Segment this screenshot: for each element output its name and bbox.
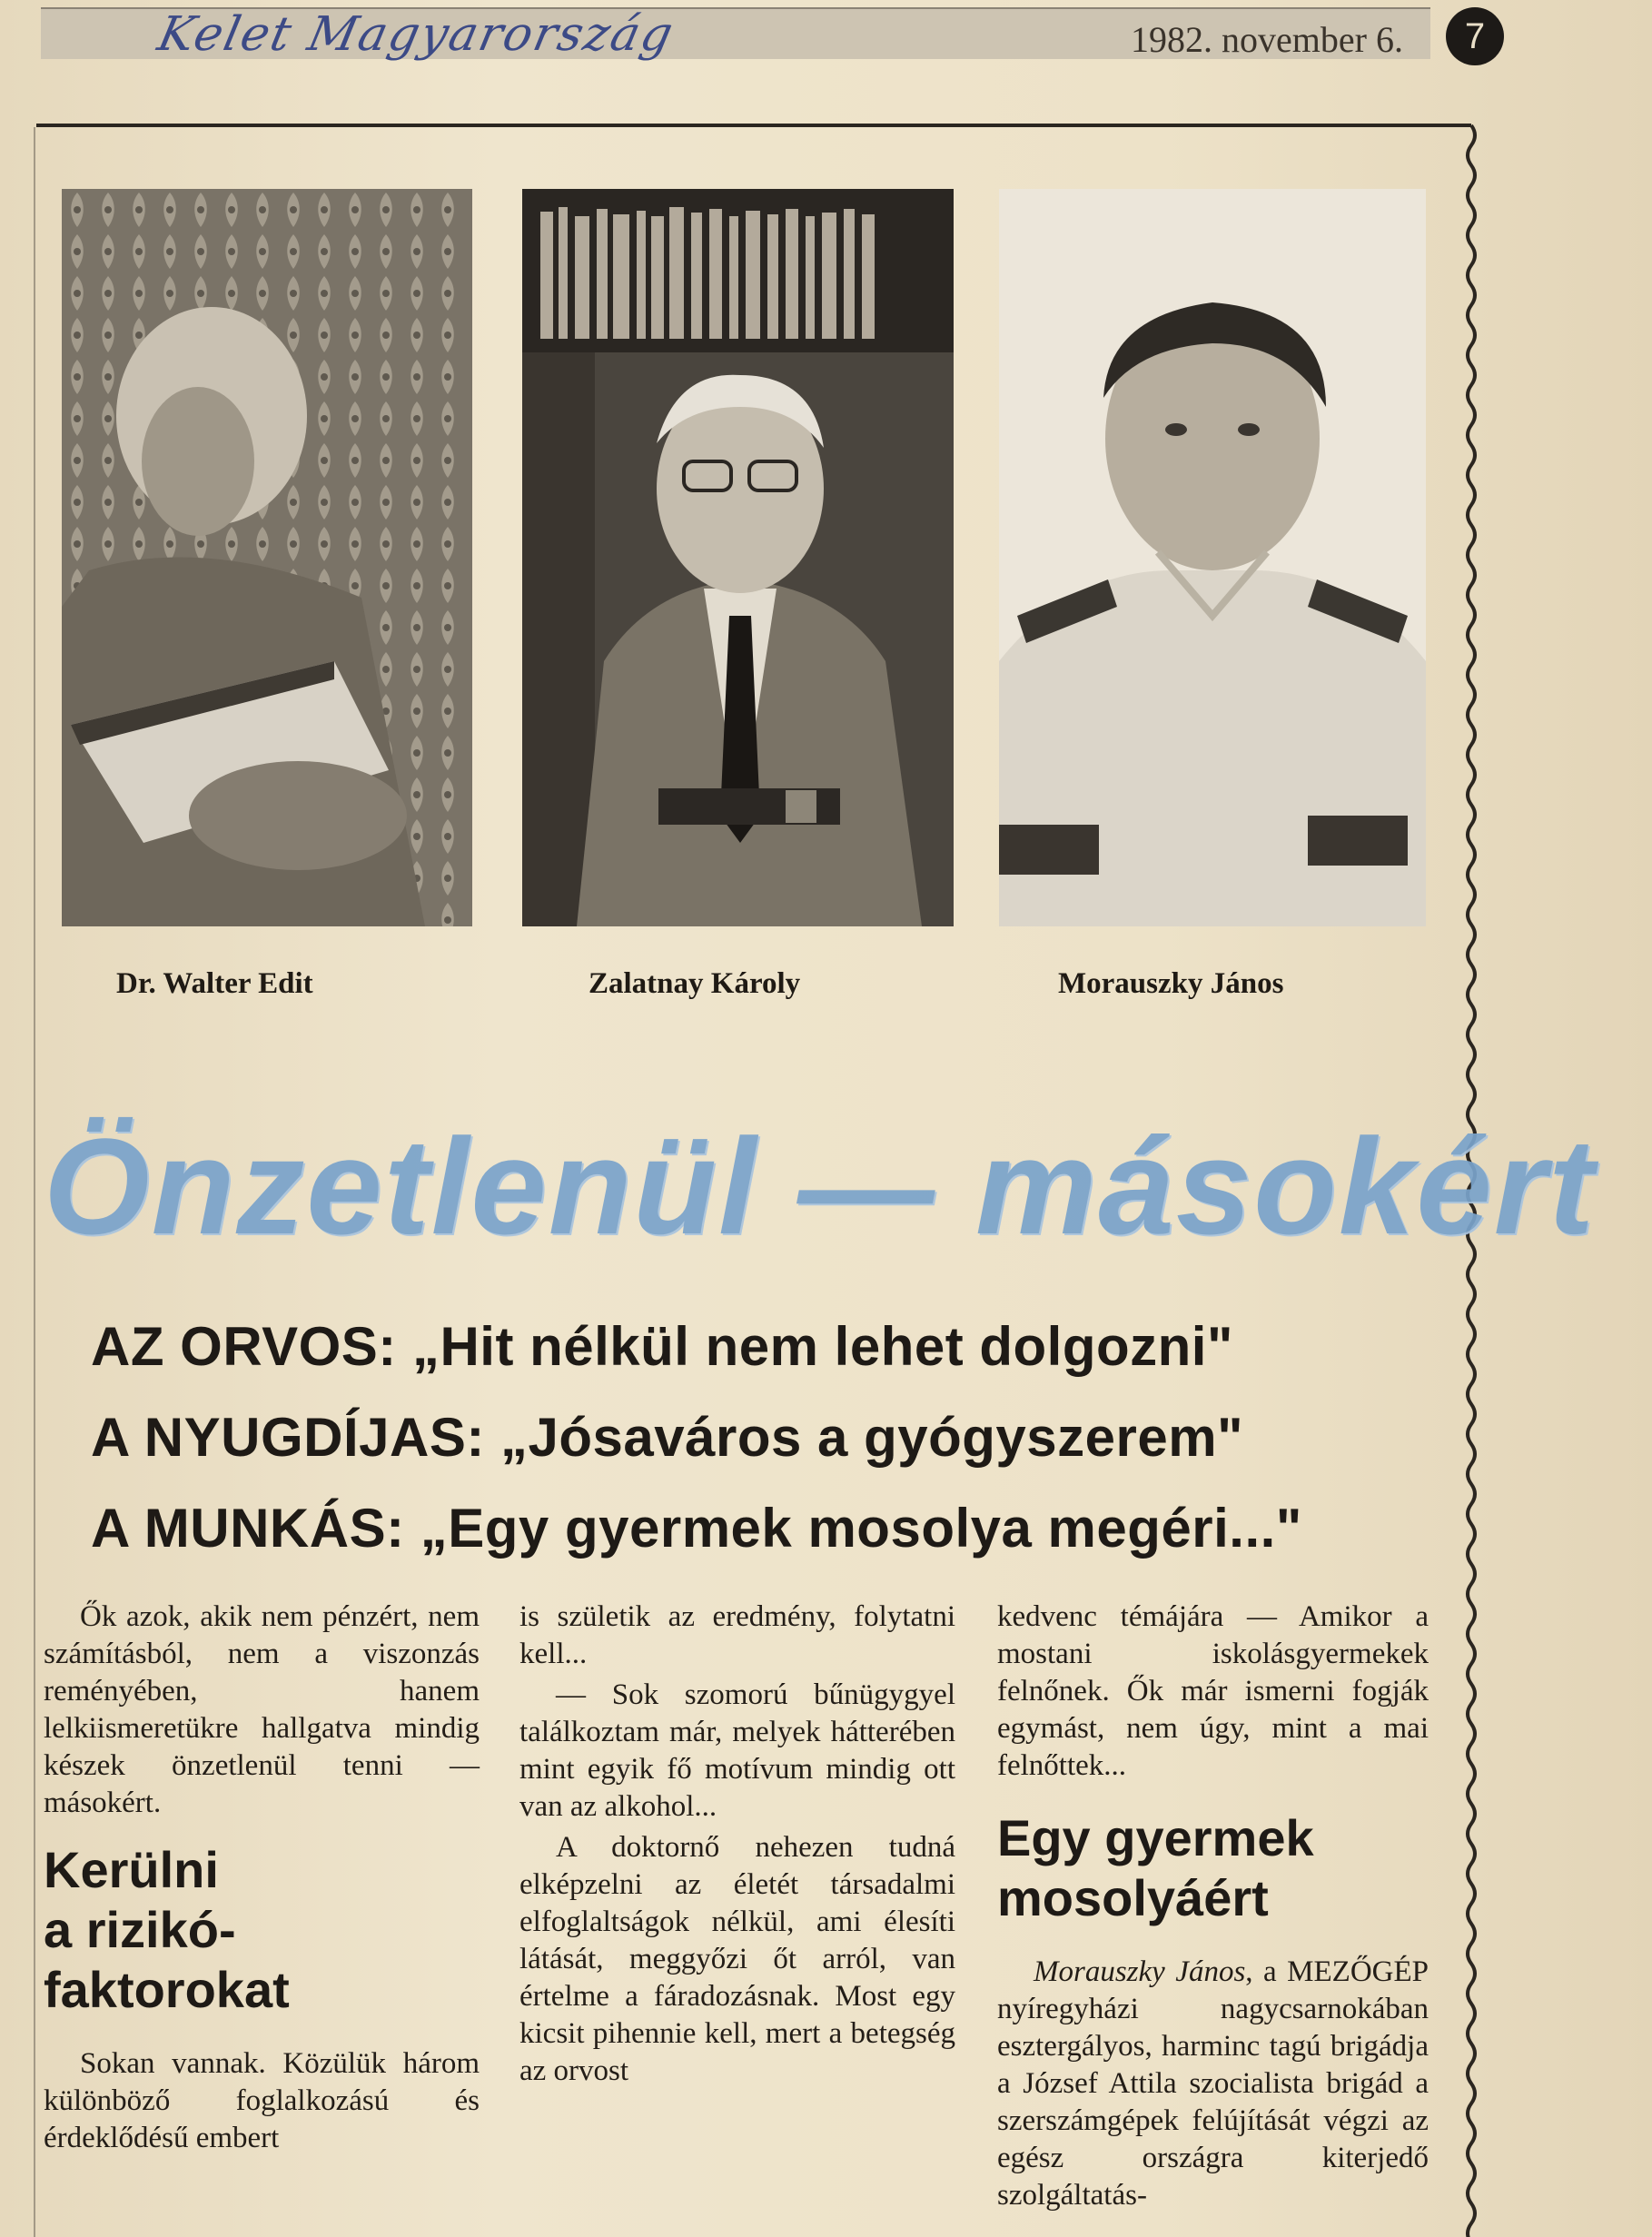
heading-line: a rizikó- (44, 1901, 236, 1958)
body-paragraph: kedvenc témájára — Amikor a mostani iskolásgyermekek felnőnek. Ők már ismerni fogják egymást, nem úgy, mint a mai felnőttek... (997, 1600, 1429, 1782)
subhead-quote: „Hit nélkül nem lehet dolgozni" (411, 1316, 1233, 1377)
heading-line: Egy gyermek (997, 1809, 1314, 1866)
section-heading-rizikofaktor (44, 1840, 480, 2020)
caption-morauszky-janos: Morauszky János (1058, 967, 1284, 1000)
handwritten-note: Kelet Magyarország (153, 7, 679, 62)
body-paragraph: is születik az eredmény, folytatni kell... (519, 1600, 955, 1670)
caption-walter-edit: Dr. Walter Edit (116, 967, 313, 1000)
subhead-nyugdijas (91, 1406, 1453, 1469)
paragraph-text: , a MEZŐGÉP nyíregyházi nagycsarnokában esztergályos, harminc tagú brigádja a József Attila szocialista brigád a szerszámgépek felújítását végzi az egész országra kiterjedő szolgáltatás- (997, 1955, 1429, 2212)
caption-zalatnay-karoly: Zalatnay Károly (589, 967, 801, 1000)
body-paragraph: Sokan vannak. Közülük három különböző foglalkozású és érdeklődésű embert (44, 2047, 480, 2154)
subhead-quote: „Egy gyermek mosolya megéri..." (420, 1498, 1302, 1559)
photo-woman-reading (62, 189, 472, 926)
photo-young-man-uniform (999, 189, 1426, 926)
article-column-3 (997, 1599, 1429, 2218)
page-number-badge: 7 (1446, 7, 1504, 65)
subhead-label: A NYUGDÍJAS: (91, 1407, 485, 1468)
subhead-quote: „Jósaváros a gyógyszerem" (500, 1407, 1244, 1468)
article-column-2 (519, 1599, 955, 2093)
publication-date: 1982. november 6. (1131, 19, 1403, 60)
main-headline: Önzetlenül — másokért (44, 1110, 1597, 1262)
body-paragraph (997, 1954, 1429, 2214)
body-paragraph: — Sok szomorú bűnügygyel találkoztam már, melyek hátterében mint egyik fő motívum mindig ott van az alkohol... (519, 1678, 955, 1823)
subhead-label: AZ ORVOS: (91, 1316, 397, 1377)
section-heading-gyermek-mosoly (997, 1808, 1429, 1928)
intro-paragraph: Ők azok, akik nem pénzért, nem számításból, nem a viszonzás reményében, hanem lelkiismeretükre hallgatva mindig készek önzetlenül tenni — másokért. (44, 1600, 480, 1819)
subhead-label: A MUNKÁS: (91, 1498, 405, 1559)
subhead-munkas (91, 1497, 1453, 1559)
heading-line: mosolyáért (997, 1869, 1269, 1926)
article-column-1 (44, 1599, 480, 2161)
subhead-orvos (91, 1315, 1453, 1378)
photo-man-with-glasses (522, 189, 954, 926)
heading-line: Kerülni (44, 1841, 219, 1898)
heading-line: faktorokat (44, 1961, 290, 2018)
person-name: Morauszky János (1034, 1955, 1246, 1988)
body-paragraph: A doktornő nehezen tudná elképzelni az életét társadalmi elfoglaltságok nélkül, ami élesíti látását, meggyőzi őt arról, van értelme a fáradozásnak. Most egy kicsit pihennie kell, mert a betegség az orvost (519, 1831, 955, 2087)
